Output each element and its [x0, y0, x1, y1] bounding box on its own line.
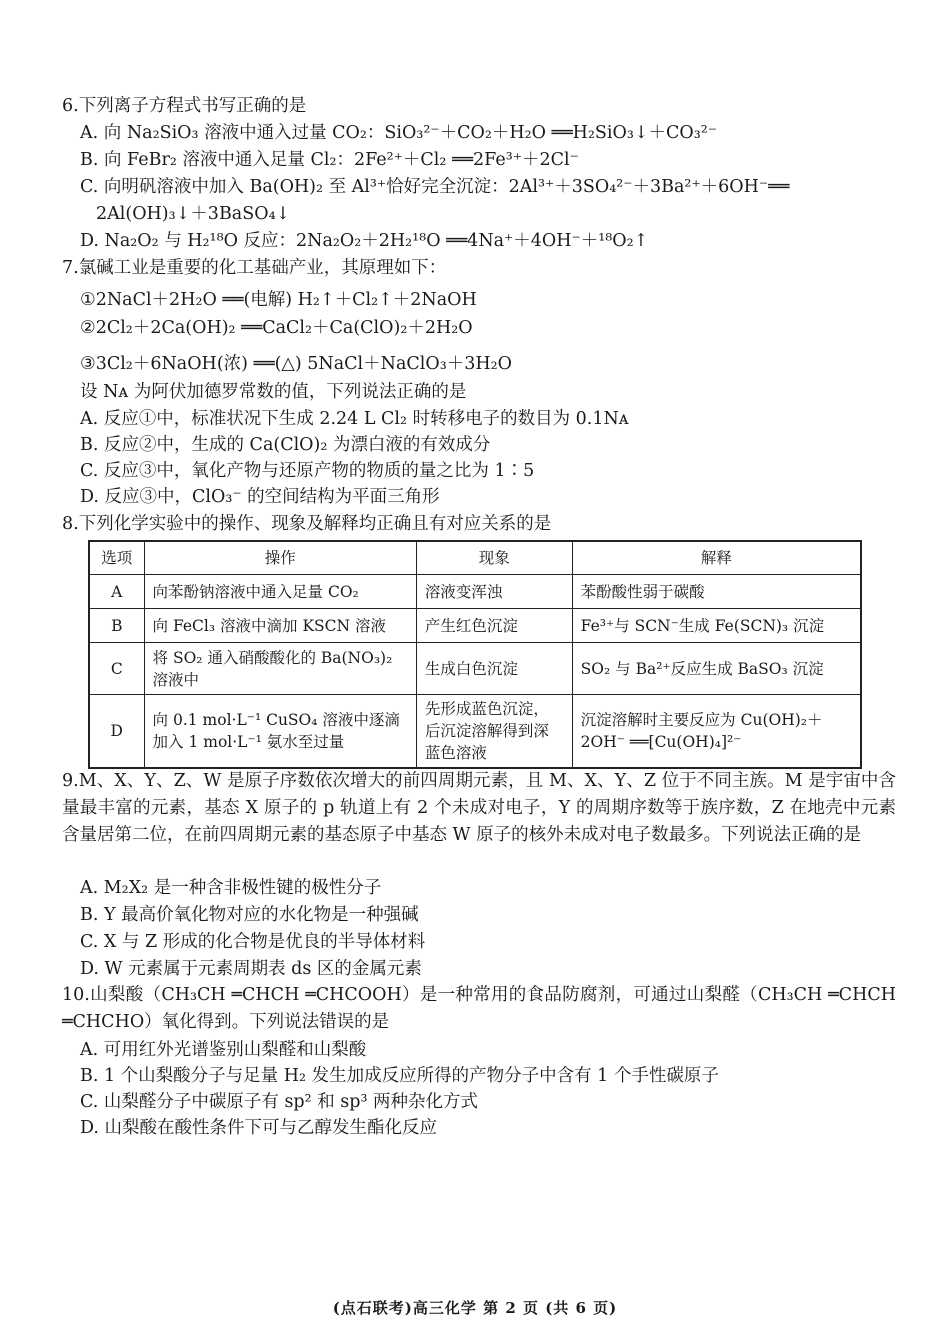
- q8-row-a-phenomenon: 溶液变浑浊: [416, 575, 572, 609]
- q7-prompt: 设 Nᴀ 为阿伏加德罗常数的值，下列说法正确的是: [80, 382, 467, 402]
- q8-header-option: 选项: [89, 541, 144, 575]
- q8-row-a-operation: 向苯酚钠溶液中通入足量 CO₂: [144, 575, 416, 609]
- table-row: [89, 575, 861, 609]
- q7-option-a: A. 反应①中，标准状况下生成 2.24 L Cl₂ 时转移电子的数目为 0.1Nᴀ: [80, 409, 629, 429]
- q8-row-d-phenomenon: 先形成蓝色沉淀，后沉淀溶解得到深蓝色溶液: [416, 695, 572, 769]
- q6-option-c-cont: 2Al(OH)₃↓＋3BaSO₄↓: [96, 204, 291, 224]
- table-row: [89, 609, 861, 643]
- q8-row-c-operation: 将 SO₂ 通入硝酸酸化的 Ba(NO₃)₂ 溶液中: [144, 643, 416, 695]
- q8-row-b-operation: 向 FeCl₃ 溶液中滴加 KSCN 溶液: [144, 609, 416, 643]
- q7-option-b: B. 反应②中，生成的 Ca(ClO)₂ 为漂白液的有效成分: [80, 435, 491, 455]
- q8-row-a-option: A: [89, 575, 144, 609]
- q10-option-a: A. 可用红外光谱鉴别山梨醛和山梨酸: [80, 1040, 367, 1060]
- q9-stem: 9.M、X、Y、Z、W 是原子序数依次增大的前四周期元素，且 M、X、Y、Z 位于不同主族。M 是宇宙中含量最丰富的元素，基态 X 原子的 p 轨道上有 2 个未成对电子，Y 的周期序数等于族序数，Z 在地壳中元素含量居第二位，在前四周期元素的基态原子中基态 W 原子的核外未成对电子数最多。下列说法正确的是: [62, 771, 896, 845]
- q6-stem: 6.下列离子方程式书写正确的是: [62, 96, 307, 116]
- q6-option-c: C. 向明矾溶液中加入 Ba(OH)₂ 至 Al³⁺恰好完全沉淀：2Al³⁺＋3SO₄²⁻＋3Ba²⁺＋6OH⁻══: [80, 177, 790, 197]
- q7-stem: 7.氯碱工业是重要的化工基础产业，其原理如下：: [62, 258, 447, 278]
- q6-option-a: A. 向 Na₂SiO₃ 溶液中通入过量 CO₂：SiO₃²⁻＋CO₂＋H₂O ══H₂SiO₃↓＋CO₃²⁻: [80, 123, 718, 143]
- q8-stem: 8.下列化学实验中的操作、现象及解释均正确且有对应关系的是: [62, 514, 552, 534]
- q8-row-c-explanation: SO₂ 与 Ba²⁺反应生成 BaSO₃ 沉淀: [572, 643, 861, 695]
- q7-reaction-1: ①2NaCl＋2H₂O ══(电解) H₂↑＋Cl₂↑＋2NaOH: [80, 290, 477, 310]
- q6-option-b: B. 向 FeBr₂ 溶液中通入足量 Cl₂：2Fe²⁺＋Cl₂ ══2Fe³⁺＋2Cl⁻: [80, 150, 579, 170]
- q8-header-operation: 操作: [144, 541, 416, 575]
- q6-option-d: D. Na₂O₂ 与 H₂¹⁸O 反应：2Na₂O₂＋2H₂¹⁸O ══4Na⁺＋4OH⁻＋¹⁸O₂↑: [80, 231, 649, 251]
- q7-reaction-3: ③3Cl₂＋6NaOH(浓) ══(△) 5NaCl＋NaClO₃＋3H₂O: [80, 354, 512, 374]
- page-footer: (点石联考)高三化学 第 2 页 (共 6 页): [332, 1299, 618, 1317]
- q8-row-b-explanation: Fe³⁺与 SCN⁻生成 Fe(SCN)₃ 沉淀: [572, 609, 861, 643]
- q10-option-d: D. 山梨酸在酸性条件下可与乙醇发生酯化反应: [80, 1118, 438, 1138]
- q9-option-b: B. Y 最高价氧化物对应的水化物是一种强碱: [80, 905, 419, 925]
- q9-option-a: A. M₂X₂ 是一种含非极性键的极性分子: [80, 878, 382, 898]
- q9-option-d: D. W 元素属于元素周期表 ds 区的金属元素: [80, 959, 422, 979]
- q10-option-c: C. 山梨醛分子中碳原子有 sp² 和 sp³ 两种杂化方式: [80, 1092, 479, 1112]
- q9-option-c: C. X 与 Z 形成的化合物是优良的半导体材料: [80, 932, 426, 952]
- q10-stem: 10.山梨酸（CH₃CH ═CHCH ═CHCOOH）是一种常用的食品防腐剂，可通过山梨醛（CH₃CH ═CHCH ═CHCHO）氧化得到。下列说法错误的是: [62, 985, 896, 1032]
- table-row: [89, 695, 861, 769]
- q8-header-phenomenon: 现象: [416, 541, 572, 575]
- q7-reaction-2: ②2Cl₂＋2Ca(OH)₂ ══CaCl₂＋Ca(ClO)₂＋2H₂O: [80, 318, 473, 338]
- q7-option-d: D. 反应③中，ClO₃⁻ 的空间结构为平面三角形: [80, 487, 440, 507]
- q7-option-c: C. 反应③中，氧化产物与还原产物的物质的量之比为 1∶5: [80, 461, 535, 481]
- table-row: [89, 643, 861, 695]
- q8-row-d-operation: 向 0.1 mol·L⁻¹ CuSO₄ 溶液中逐滴加入 1 mol·L⁻¹ 氨水至过量: [144, 695, 416, 769]
- q8-row-b-phenomenon: 产生红色沉淀: [416, 609, 572, 643]
- q10-option-b: B. 1 个山梨酸分子与足量 H₂ 发生加成反应所得的产物分子中含有 1 个手性碳原子: [80, 1066, 719, 1086]
- q8-row-c-phenomenon: 生成白色沉淀: [416, 643, 572, 695]
- q8-row-b-option: B: [89, 609, 144, 643]
- q8-row-c-option: C: [89, 643, 144, 695]
- q8-table: [88, 540, 862, 769]
- q8-header-explanation: 解释: [572, 541, 861, 575]
- q8-row-a-explanation: 苯酚酸性弱于碳酸: [572, 575, 861, 609]
- q8-row-d-option: D: [89, 695, 144, 769]
- q8-table-header-row: [89, 541, 861, 575]
- q8-row-d-explanation: 沉淀溶解时主要反应为 Cu(OH)₂＋2OH⁻ ══[Cu(OH)₄]²⁻: [572, 695, 861, 769]
